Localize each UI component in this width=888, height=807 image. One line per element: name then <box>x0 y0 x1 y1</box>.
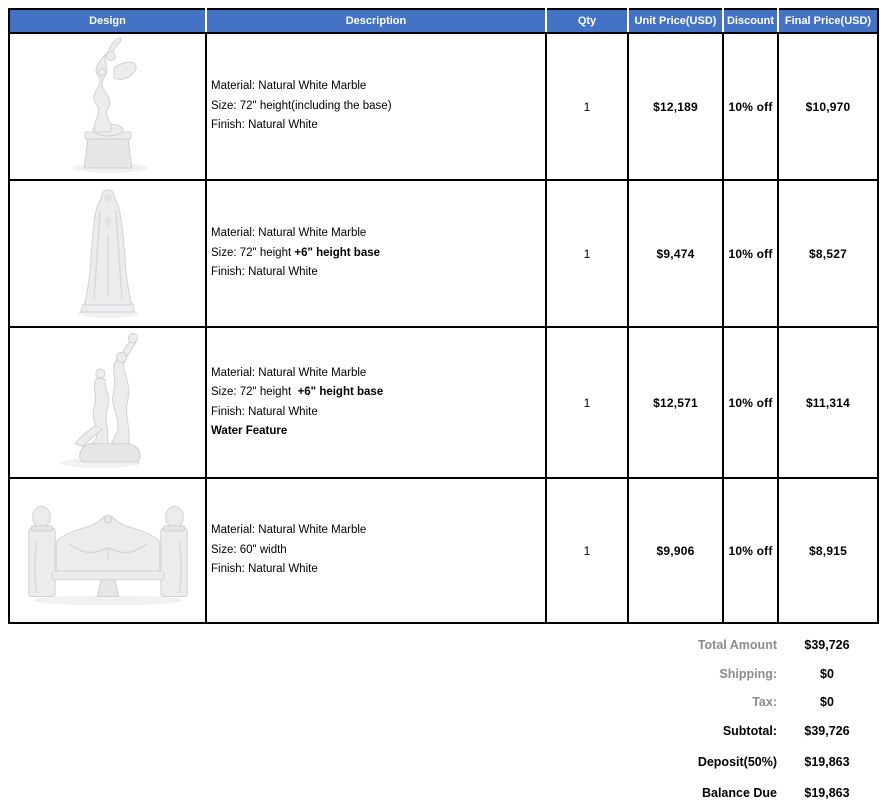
description-cell <box>206 478 546 623</box>
total-amount-value: $39,726 <box>777 638 877 652</box>
summary-row-shipping <box>8 660 877 689</box>
unit-price-cell: $12,189 <box>628 33 723 180</box>
final-price-cell: $10,970 <box>778 33 878 180</box>
tax-value: $0 <box>777 695 877 709</box>
description-line: Material: Natural White Marble <box>211 364 545 384</box>
design-cell <box>9 478 206 623</box>
description-line: Water Feature <box>211 422 545 442</box>
totals-summary <box>8 631 877 807</box>
summary-row-tax <box>8 688 877 717</box>
balance-due-label: Balance Due <box>8 786 777 800</box>
final-price-cell: $8,915 <box>778 478 878 623</box>
description-cell <box>206 180 546 327</box>
design-cell <box>9 327 206 478</box>
description-line: Finish: Natural White <box>211 403 545 423</box>
discount-cell: 10% off <box>723 478 778 623</box>
subtotal-value: $39,726 <box>777 724 877 738</box>
description-line: Material: Natural White Marble <box>211 224 545 244</box>
col-header-qty: Qty <box>546 9 628 33</box>
table-row <box>9 33 878 180</box>
qty-cell: 1 <box>546 327 628 478</box>
unit-price-cell: $12,571 <box>628 327 723 478</box>
virgin-mary-statue-photo <box>48 181 168 321</box>
final-price-cell: $8,527 <box>778 180 878 327</box>
design-cell <box>9 33 206 180</box>
total-amount-label: Total Amount <box>8 638 777 652</box>
col-header-design: Design <box>9 9 206 33</box>
description-line: Size: 72" height +6" height base <box>211 244 545 264</box>
description-line: Size: 60" width <box>211 541 545 561</box>
deposit-value: $19,863 <box>777 755 877 769</box>
unit-price-cell: $9,474 <box>628 180 723 327</box>
col-header-description: Description <box>206 9 546 33</box>
description-line: Size: 72" height +6" height base <box>211 383 545 403</box>
description-line: Finish: Natural White <box>211 116 545 136</box>
summary-row-total-amount <box>8 631 877 660</box>
subtotal-label: Subtotal: <box>8 724 777 738</box>
description-line: Finish: Natural White <box>211 560 545 580</box>
final-price-cell: $11,314 <box>778 327 878 478</box>
table-row <box>9 327 878 478</box>
summary-row-balance-due <box>8 779 877 807</box>
marble-bench-photo <box>15 486 201 610</box>
description-line: Material: Natural White Marble <box>211 521 545 541</box>
table-row <box>9 180 878 327</box>
shipping-value: $0 <box>777 667 877 681</box>
discount-cell: 10% off <box>723 33 778 180</box>
col-header-discount: Discount <box>723 9 778 33</box>
shipping-label: Shipping: <box>8 667 777 681</box>
unit-price-cell: $9,906 <box>628 478 723 623</box>
discount-cell: 10% off <box>723 327 778 478</box>
header-row <box>9 9 878 33</box>
description-line: Finish: Natural White <box>211 263 545 283</box>
discount-cell: 10% off <box>723 180 778 327</box>
description-cell <box>206 33 546 180</box>
description-line: Material: Natural White Marble <box>211 77 545 97</box>
angel-statue-photo <box>43 34 173 174</box>
qty-cell: 1 <box>546 33 628 180</box>
description-line: Size: 72" height(including the base) <box>211 97 545 117</box>
tax-label: Tax: <box>8 695 777 709</box>
description-cell <box>206 327 546 478</box>
quote-table <box>8 8 879 624</box>
two-figure-statue-photo <box>40 329 175 471</box>
qty-cell: 1 <box>546 478 628 623</box>
deposit-label: Deposit(50%) <box>8 755 777 769</box>
design-cell <box>9 180 206 327</box>
balance-due-value: $19,863 <box>777 786 877 800</box>
col-header-final-price: Final Price(USD) <box>778 9 878 33</box>
summary-row-subtotal <box>8 717 877 746</box>
summary-row-deposit <box>8 748 877 777</box>
col-header-unit-price: Unit Price(USD) <box>628 9 723 33</box>
table-row <box>9 478 878 623</box>
qty-cell: 1 <box>546 180 628 327</box>
